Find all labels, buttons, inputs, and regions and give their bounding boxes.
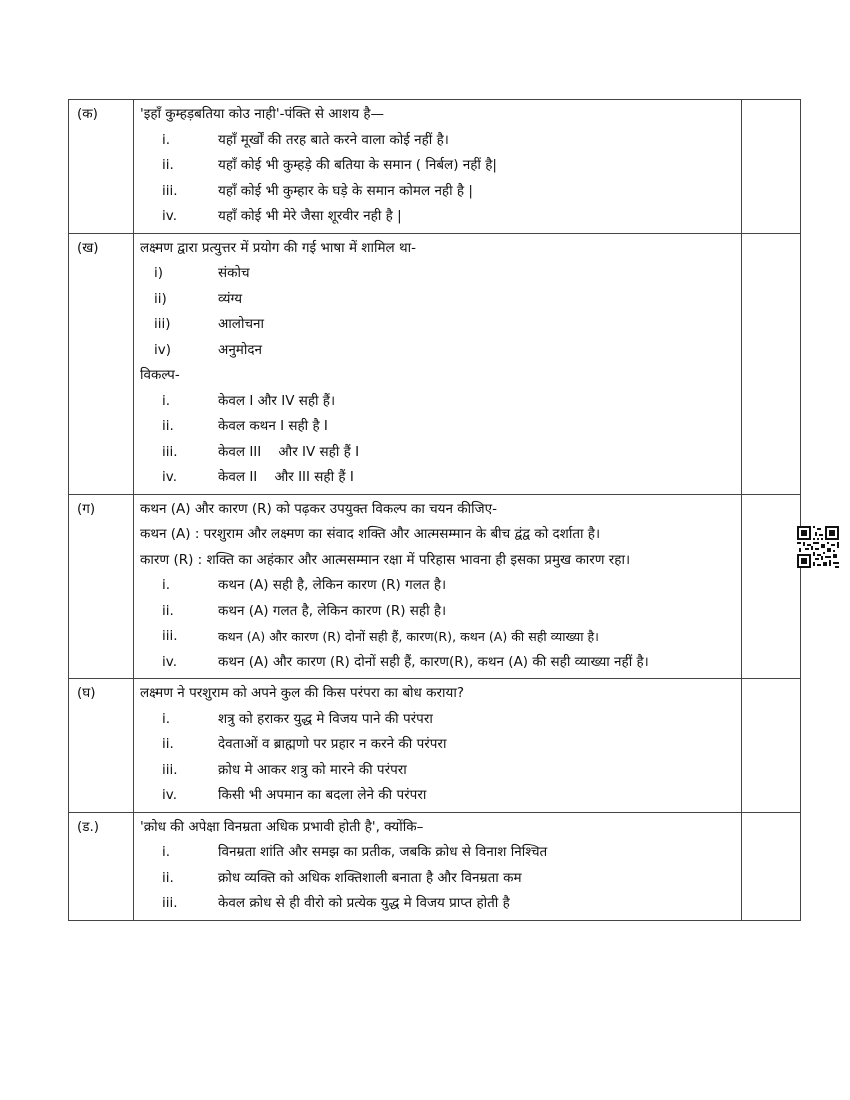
question-stem: लक्ष्मण ने परशुराम को अपने कुल की किस परंपरा का बोध कराया?	[140, 685, 464, 701]
item-label: ii)	[154, 290, 167, 307]
option-label: iii.	[162, 182, 178, 199]
marks-cell	[742, 233, 801, 494]
option	[140, 440, 735, 466]
option-label: iii.	[162, 761, 178, 778]
option	[140, 153, 735, 179]
option	[140, 732, 735, 758]
option-label: i.	[162, 131, 171, 148]
option-label: iii.	[162, 628, 178, 644]
option	[140, 707, 735, 733]
option-text: यहाँ कोई भी कुम्हार के घड़े के समान कोमल नही है |	[218, 182, 473, 199]
option-text: कथन (A) और कारण (R) दोनों सही हैं, कारण(R), कथन (A) की सही व्याख्या है।	[218, 629, 599, 644]
option	[140, 204, 735, 230]
option	[140, 465, 735, 491]
question-body	[134, 233, 742, 494]
option	[140, 624, 735, 650]
question-body	[134, 812, 742, 920]
marks-cell	[742, 679, 801, 813]
option-label: ii.	[162, 157, 174, 173]
option-label: iv.	[162, 787, 177, 803]
reason-text: कारण (R) : शक्ति का अहंकार और आत्मसम्मान रक्षा में परिहास भावना ही इसका प्रमुख कारण रहा।	[140, 551, 631, 568]
option-label: ii.	[162, 418, 174, 434]
marks-cell	[742, 100, 801, 234]
question-number: (ख)	[69, 233, 134, 494]
item-label: iii)	[154, 316, 171, 332]
assertion-text: कथन (A) : परशुराम और लक्ष्मण का संवाद शक्ति और आत्मसम्मान के बीच द्वंद्व को दर्शाता है।	[140, 526, 601, 542]
vikalp-label: विकल्प-	[140, 367, 180, 383]
option	[140, 128, 735, 154]
option-label: iv.	[162, 208, 177, 224]
option	[140, 758, 735, 784]
question-row	[69, 233, 801, 494]
question-body	[134, 494, 742, 679]
option	[140, 573, 735, 599]
question-table	[68, 99, 801, 921]
option-label: iv.	[162, 653, 177, 670]
option	[140, 599, 735, 625]
option-label: i.	[162, 844, 171, 860]
question-row	[69, 812, 801, 920]
option-label: i.	[162, 392, 171, 409]
statement-item	[140, 312, 735, 338]
item-text: संकोच	[218, 265, 250, 281]
option-text: यहाँ कोई भी कुम्हड़े की बतिया के समान ( निर्बल) नहीं है|	[218, 157, 497, 173]
question-row	[69, 679, 801, 813]
option-text: केवल क्रोध से ही वीरो को प्रत्येक युद्ध मे विजय प्राप्त होती है	[218, 895, 510, 911]
option-label: i.	[162, 577, 171, 593]
option-label: ii.	[162, 736, 174, 752]
option	[140, 650, 735, 676]
qr-code-icon	[797, 526, 839, 568]
option-label: iv.	[162, 469, 177, 485]
option	[140, 179, 735, 205]
option-text: केवल I और IV सही हैं।	[218, 392, 336, 409]
item-text: अनुमोदन	[218, 341, 263, 358]
item-label: i)	[154, 265, 164, 281]
option	[140, 389, 735, 415]
question-stem: 'क्रोध की अपेक्षा विनम्रता अधिक प्रभावी होती है', क्योंकि–	[140, 818, 424, 835]
option-text: केवल II और III सही हैं I	[218, 469, 354, 485]
item-text: व्यंग्य	[218, 290, 243, 307]
question-number: (क)	[69, 100, 134, 234]
question-body	[134, 679, 742, 813]
option-text: देवताओं व ब्राह्मणो पर प्रहार न करने की परंपरा	[218, 736, 447, 752]
statement-item	[140, 261, 735, 287]
option-label: iii.	[162, 443, 178, 460]
option-text: यहाँ मूर्खों की तरह बाते करने वाला कोई नहीं है।	[218, 131, 449, 148]
statement-item	[140, 287, 735, 313]
question-stem: लक्ष्मण द्वारा प्रत्युत्तर में प्रयोग की गई भाषा में शामिल था-	[140, 239, 416, 256]
option-label: i.	[162, 710, 171, 727]
question-number: (घ)	[69, 679, 134, 813]
option-text: किसी भी अपमान का बदला लेने की परंपरा	[218, 787, 427, 803]
question-stem: कथन (A) और कारण (R) को पढ़कर उपयुक्त विकल्प का चयन कीजिए-	[140, 500, 498, 517]
question-body	[134, 100, 742, 234]
option-text: कथन (A) सही है, लेकिन कारण (R) गलत है।	[218, 577, 447, 593]
question-number: (ग)	[69, 494, 134, 679]
option	[140, 840, 735, 866]
option	[140, 414, 735, 440]
item-text: आलोचना	[218, 316, 265, 332]
option-label: ii.	[162, 869, 174, 886]
question-number: (ड.)	[69, 812, 134, 920]
option-text: यहाँ कोई भी मेरे जैसा शूरवीर नही है |	[218, 208, 402, 224]
question-stem: 'इहाँ कुम्हड़बतिया कोउ नाही'-पंक्ति से आशय है—	[140, 106, 385, 122]
option-text: विनम्रता शांति और समझ का प्रतीक, जबकि क्रोध से विनाश निश्चित	[218, 844, 548, 860]
item-label: iv)	[154, 341, 172, 358]
marks-cell	[742, 812, 801, 920]
option-label: iii.	[162, 895, 178, 911]
option-text: क्रोध मे आकर शत्रु को मारने की परंपरा	[218, 761, 407, 778]
option-text: कथन (A) और कारण (R) दोनों सही हैं, कारण(R), कथन (A) की सही व्याख्या नहीं है।	[218, 653, 649, 670]
option-text: शत्रु को हराकर युद्ध मे विजय पाने की परंपरा	[218, 710, 433, 727]
option-label: ii.	[162, 602, 174, 619]
option-text: कथन (A) गलत है, लेकिन कारण (R) सही है।	[218, 602, 447, 619]
statement-item	[140, 338, 735, 364]
option-text: केवल कथन I सही है I	[218, 418, 328, 434]
option-text: क्रोध व्यक्ति को अधिक शक्तिशाली बनाता है और विनम्रता कम	[218, 869, 522, 886]
option	[140, 891, 735, 917]
question-row	[69, 100, 801, 234]
marks-cell	[742, 494, 801, 679]
option	[140, 783, 735, 809]
question-row	[69, 494, 801, 679]
option	[140, 866, 735, 892]
option-text: केवल III और IV सही हैं I	[218, 443, 360, 460]
